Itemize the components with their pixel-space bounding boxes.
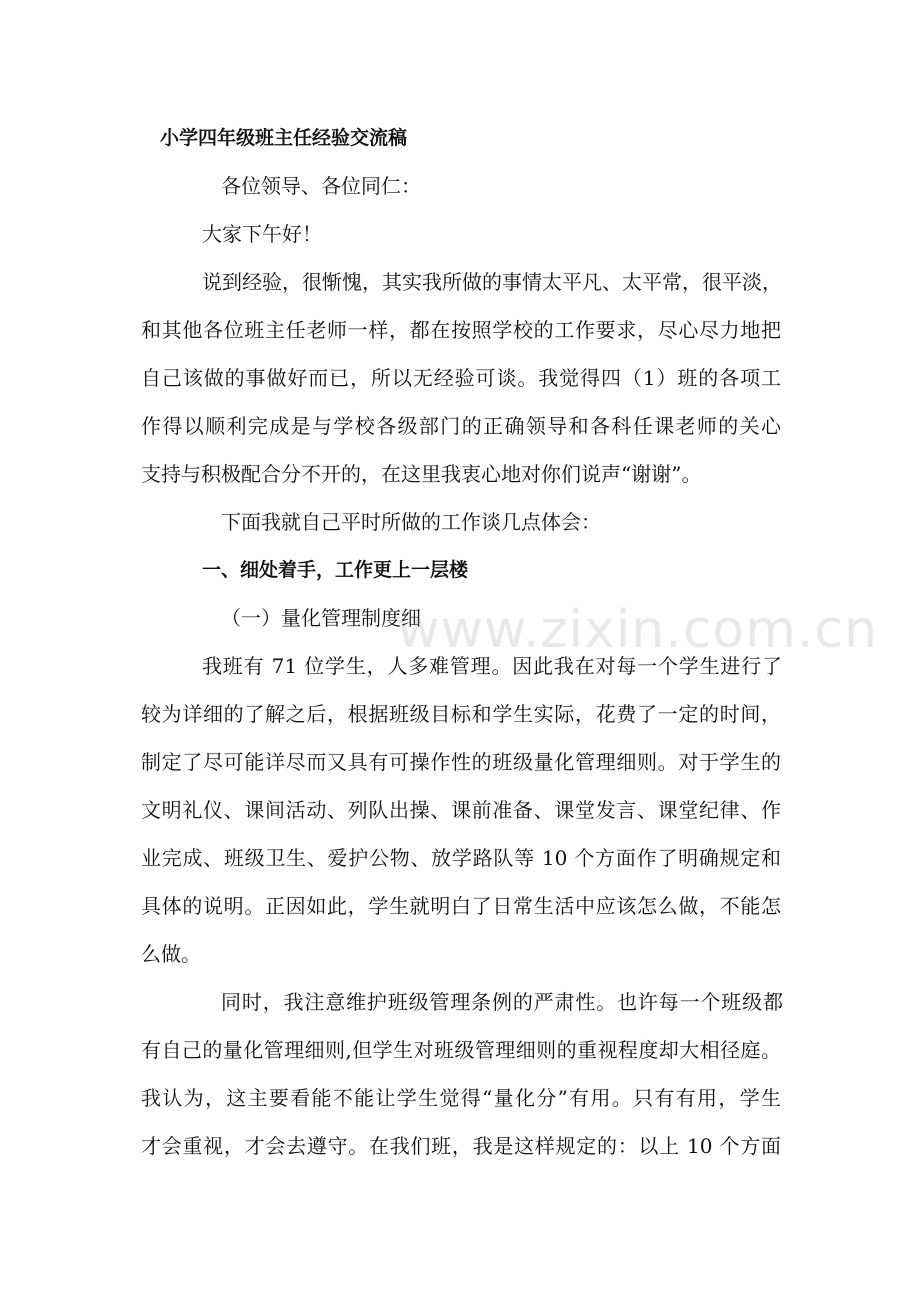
paragraph-line: 下面我就自己平时所做的工作谈几点体会： (221, 510, 601, 534)
section-heading: 一、细处着手，工作更上一层楼 (202, 559, 469, 581)
paragraph-line: 才会重视，才会去遵守。在我们班，我是这样规定的：以上 10 个方面 (141, 1134, 781, 1158)
document-title: 小学四年级班主任经验交流稿 (160, 127, 408, 149)
paragraph-line: 业完成、班级卫生、爱护公物、放学路队等 10 个方面作了明确规定和 (141, 846, 781, 870)
greeting-line: 大家下午好！ (202, 222, 322, 246)
watermark-text: www.zixin.com.cn (397, 600, 878, 660)
paragraph-line: 同时，我注意维护班级管理条例的严肃性。也许每一个班级都 (221, 990, 783, 1014)
paragraph-line: 制定了尽可能详尽而又具有可操作性的班级量化管理细则。对于学生的 (141, 750, 781, 774)
paragraph-line: 较为详细的了解之后，根据班级目标和学生实际，花费了一定的时间， (141, 702, 781, 726)
paragraph-line: 支持与积极配合分不开的，在这里我衷心地对你们说声“谢谢”。 (141, 462, 702, 486)
paragraph-line: 自己该做的事做好而已，所以无经验可谈。我觉得四（1）班的各项工 (141, 366, 781, 390)
paragraph-line: 有自己的量化管理细则,但学生对班级管理细则的重视程度却大相径庭。 (141, 1038, 781, 1062)
salutation-line: 各位领导、各位同仁： (221, 174, 421, 198)
paragraph-line: 文明礼仪、课间活动、列队出操、课前准备、课堂发言、课堂纪律、作 (141, 798, 781, 822)
paragraph-line: 和其他各位班主任老师一样，都在按照学校的工作要求，尽心尽力地把 (141, 318, 781, 342)
paragraph-line: 么做。 (141, 942, 201, 966)
subsection-heading: （一）量化管理制度细 (221, 606, 421, 630)
paragraph-line: 我班有 71 位学生，人多难管理。因此我在对每一个学生进行了 (202, 654, 782, 678)
paragraph-line: 我认为，这主要看能不能让学生觉得“量化分”有用。只有有用，学生 (141, 1086, 781, 1110)
paragraph-line: 作得以顺利完成是与学校各级部门的正确领导和各科任课老师的关心 (141, 414, 781, 438)
paragraph-line: 具体的说明。正因如此，学生就明白了日常生活中应该怎么做，不能怎 (141, 894, 781, 918)
paragraph-line: 说到经验，很惭愧，其实我所做的事情太平凡、太平常，很平淡， (202, 270, 782, 294)
